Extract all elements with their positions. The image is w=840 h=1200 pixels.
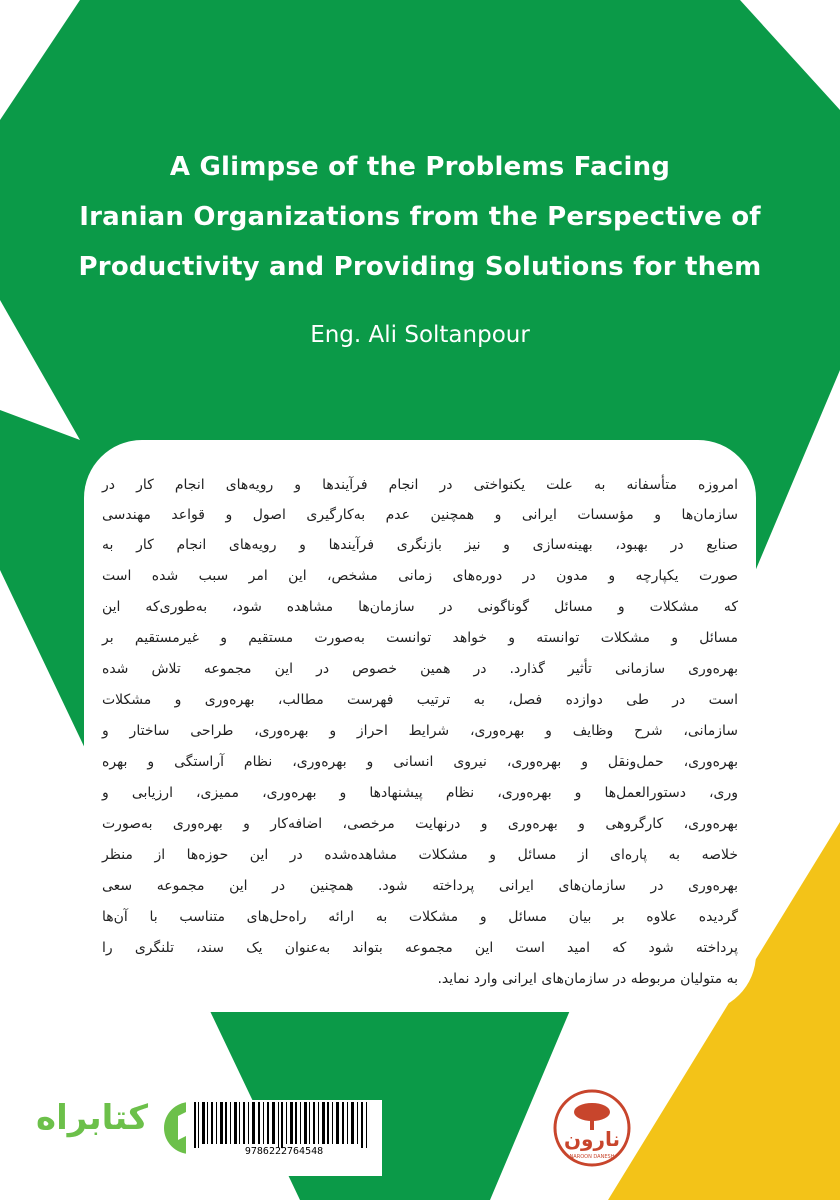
- isbn-number: 9786222764548: [244, 1146, 324, 1157]
- ketabrah-logo-text: کتابراه: [36, 1098, 149, 1138]
- title-line-2: Iranian Organizations from the Perspective of: [79, 202, 761, 232]
- title-line-1: A Glimpse of the Problems Facing: [169, 152, 671, 182]
- body-line-17: به متولیان مربوطه در سازمان‌های ایرانی وارد نماید.: [437, 971, 738, 987]
- body-line-5: که مشکلات و مسائل گوناگونی در سازمان‌ها مشاهده شود، به‌طوری‌که این: [102, 599, 738, 615]
- body-line-2: سازمان‌ها و مؤسسات ایرانی و همچنین عدم به‌کارگیری اصول و قواعد مهندسی: [102, 507, 738, 523]
- author-name: Eng. Ali Soltanpour: [310, 322, 530, 348]
- body-line-16: پرداخته شود که امید است این مجموعه بتواند به‌عنوان یک سند، تلنگری را: [102, 940, 738, 956]
- body-line-11: وری، دستورالعمل‌ها و بهره‌وری، نظام پیشنهادها و بهره‌وری، ممیزی، ارزیابی و: [102, 785, 738, 801]
- body-line-6: مسائل و مشکلات توانسته و خواهد توانست به‌صورت مستقیم و غیرمستقیم بر: [102, 630, 738, 646]
- body-line-9: سازمانی، شرح وظایف و بهره‌وری، شرایط احراز و بهره‌وری، طراحی ساختار و: [102, 723, 738, 739]
- body-line-15: گردیده علاوه بر بیان مسائل و مشکلات به ارائه راه‌حل‌های متناسب با آن‌ها: [102, 909, 738, 925]
- body-line-1: امروزه متأسفانه به علت یکنواختی در انجام فرآیندها و رویه‌های انجام کار در: [102, 477, 738, 493]
- barcode-bars: [186, 1100, 382, 1152]
- body-line-12: بهره‌وری، کارگروهی و بهره‌وری و درنهایت مرخصی، اضافه‌کار و بهره‌وری به‌صورت: [102, 816, 738, 832]
- publisher-logo-subtext: NAROON DANESH: [569, 1154, 615, 1160]
- body-line-7: بهره‌وری سازمانی تأثیر گذارد. در همین خصوص در این مجموعه تلاش شده: [102, 661, 738, 677]
- body-line-8: است در طی دوازده فصل، به ترتیب فهرست مطالب، بهره‌وری و مشکلات: [102, 692, 738, 708]
- publisher-logo: [552, 1088, 632, 1168]
- title-line-3: Productivity and Providing Solutions for them: [78, 252, 762, 282]
- body-line-3: صنایع در بهبود، بهینه‌سازی و نیز بازنگری فرآیندها و رویه‌های انجام کار به: [102, 537, 738, 553]
- body-line-14: بهره‌وری در سازمان‌های ایرانی پرداخته شود. همچنین در این مجموعه سعی: [102, 878, 738, 894]
- isbn-barcode: [186, 1100, 382, 1176]
- publisher-logo-text: نارون: [563, 1127, 621, 1151]
- body-line-10: بهره‌وری، حمل‌ونقل و بهره‌وری، نیروی انسانی و بهره‌وری، نظام آراستگی و بهره: [102, 754, 738, 770]
- body-line-13: خلاصه به پاره‌ای از مسائل و مشکلات مشاهده‌شده در این حوزه‌ها از منظر: [102, 847, 738, 863]
- body-line-4: صورت یکپارچه و مدون در دوره‌های زمانی مشخص، این امر سبب شده است: [102, 568, 738, 584]
